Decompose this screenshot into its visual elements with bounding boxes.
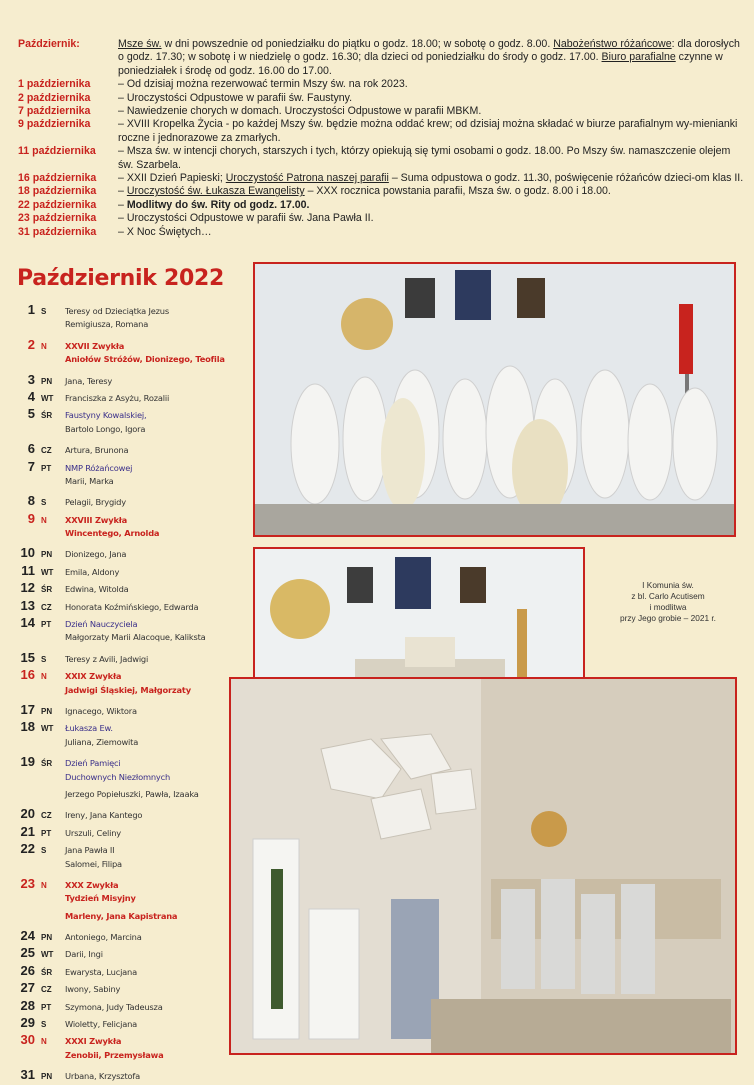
weekday-abbr: PT <box>41 463 52 473</box>
day-number: 13 <box>20 597 35 613</box>
calendar-day <box>17 702 247 719</box>
weekday-abbr: N <box>41 341 47 351</box>
day-number: 9 <box>27 510 35 526</box>
weekday-abbr: CZ <box>41 446 52 456</box>
day-number: 29 <box>20 1015 35 1031</box>
name-day: Artura, Brunona <box>65 445 129 456</box>
announcement-row <box>18 226 746 239</box>
photo-illustration <box>255 264 734 535</box>
announcement-date: 7 października <box>18 105 91 118</box>
calendar-day <box>17 545 247 562</box>
name-day: Antoniego, Marcina <box>65 932 142 943</box>
name-day: Łukasza Ew. <box>65 723 113 734</box>
day-number: 4 <box>27 388 35 404</box>
day-line-continued <box>17 476 247 493</box>
day-line-continued <box>17 859 247 876</box>
weekday-abbr: S <box>41 307 47 316</box>
day-line <box>17 650 247 667</box>
day-line <box>17 493 247 510</box>
weekday-abbr: PN <box>41 933 53 943</box>
day-line <box>17 302 247 319</box>
day-line <box>17 337 247 354</box>
text-segment: – Nawiedzenie chorych w domach. Uroczystości Odpustowe w parafii MBKM. <box>118 105 482 118</box>
day-line <box>17 667 247 684</box>
name-day: Ireny, Jana Kantego <box>65 810 143 821</box>
day-number: 2 <box>27 336 35 352</box>
caption-line: z bl. Carlo Acutisem <box>631 591 705 601</box>
day-line-continued <box>17 737 247 754</box>
day-line <box>17 580 247 597</box>
day-line <box>17 719 247 736</box>
day-line <box>17 702 247 719</box>
announcement-date: 22 października <box>18 198 97 211</box>
name-day: Franciszka z Asyżu, Rozalii <box>65 392 170 403</box>
day-number: 24 <box>20 928 35 944</box>
day-line-continued <box>17 632 247 649</box>
calendar-day <box>17 650 247 667</box>
weekday-abbr: PT <box>41 620 52 630</box>
weekday-abbr: N <box>41 672 47 682</box>
underlined-text: Biuro parafialne <box>601 51 676 64</box>
weekday-abbr: ŚR <box>41 759 53 769</box>
day-number: 23 <box>20 875 35 891</box>
day-line-continued <box>17 911 247 928</box>
liturgical-sunday: XXX Zwykła <box>65 879 119 890</box>
tomb-visit-photo <box>229 677 737 1055</box>
name-day: Emila, Aldony <box>65 566 120 577</box>
weekday-abbr: N <box>41 880 47 890</box>
calendar-day <box>17 980 247 997</box>
day-line <box>17 963 247 980</box>
calendar-day <box>17 563 247 580</box>
text-segment: – Uroczystości Odpustowe w parafii św. Jana Pawła II. <box>118 212 374 225</box>
day-line-continued <box>17 1050 247 1067</box>
announcements-section <box>18 38 746 239</box>
announcement-row <box>18 145 746 172</box>
calendar-title: Październik 2022 <box>17 266 224 291</box>
name-day: Bartolo Longo, Igora <box>65 423 146 434</box>
day-number: 5 <box>27 406 35 422</box>
day-number: 12 <box>20 580 35 596</box>
weekday-abbr: WT <box>41 567 54 577</box>
announcement-text <box>118 185 746 198</box>
day-number: 7 <box>27 458 35 474</box>
name-day: Jerzego Popiełuszki, Pawła, Izaaka <box>65 788 199 799</box>
weekday-abbr: ŚR <box>41 411 53 421</box>
weekday-abbr: S <box>41 654 47 664</box>
name-day: Darii, Ingi <box>65 949 103 960</box>
weekday-abbr: CZ <box>41 602 52 612</box>
caption-line: przy Jego grobie – 2021 r. <box>620 613 716 623</box>
announcement-text <box>118 212 746 225</box>
day-number: 16 <box>20 667 35 683</box>
text-segment: czynne w poniedziałek i środę od godz. 16.00 do 17.00. <box>118 51 723 77</box>
weekday-abbr: N <box>41 515 47 525</box>
calendar-day <box>17 1067 247 1084</box>
weekday-abbr: PN <box>41 550 53 560</box>
liturgical-sunday: XXVII Zwykła <box>65 340 125 351</box>
day-line <box>17 1015 247 1032</box>
name-day: Iwony, Sabiny <box>65 984 121 995</box>
weekday-abbr: S <box>41 846 47 856</box>
announcement-text <box>118 105 746 118</box>
text-segment: : dla dorosłych o godz. 17.30; w sobotę i w niedzielę o godz. 16.30; dla dzieci od poniedziałku do środy o godz. 17.00. <box>118 38 740 64</box>
day-line-continued <box>17 319 247 336</box>
name-day: Małgorzaty Marii Alacoque, Kaliksta <box>65 632 206 643</box>
day-number: 22 <box>20 841 35 857</box>
liturgical-sunday: XXIX Zwykła <box>65 671 122 682</box>
first-communion-group-photo <box>253 262 736 537</box>
underlined-text: Uroczystość Patrona naszej parafii <box>225 172 389 185</box>
caption-line: I Komunia św. <box>642 580 694 590</box>
announcement-row <box>18 199 746 212</box>
day-line <box>17 945 247 962</box>
calendar-day <box>17 389 247 406</box>
announcement-text <box>118 92 746 105</box>
announcement-row <box>18 212 746 225</box>
name-day: Tydzień Misyjny <box>65 893 136 904</box>
name-day: NMP Różańcowej <box>65 462 133 473</box>
name-day: Edwina, Witolda <box>65 584 129 595</box>
day-line <box>17 841 247 858</box>
announcement-row <box>18 92 746 105</box>
announcement-text <box>118 172 746 185</box>
day-line <box>17 545 247 562</box>
name-day: Teresy od Dzieciątka Jezus <box>65 306 169 316</box>
calendar-day <box>17 441 247 458</box>
calendar-day <box>17 1015 247 1032</box>
day-line <box>17 754 247 771</box>
name-day: Wioletty, Felicjana <box>65 1019 138 1030</box>
photo-illustration <box>231 679 735 1053</box>
announcement-row <box>18 172 746 185</box>
weekday-abbr: WT <box>41 724 54 734</box>
announcement-row <box>18 185 746 198</box>
name-day: Faustyny Kowalskiej, <box>65 410 147 421</box>
liturgical-sunday: XXVIII Zwykła <box>65 514 128 525</box>
announcement-date: 9 października <box>18 118 91 131</box>
day-line <box>17 441 247 458</box>
name-day: Aniołów Stróżów, Dionizego, Teofila <box>65 354 225 365</box>
text-segment: – XVIII Kropelka Życia - po każdej Mszy św. będzie można oddać krew; od dzisiaj można składać w biurze parafialnym wy-mienianki roczne i jednorazowe za zmarłych. <box>118 118 738 144</box>
day-number: 20 <box>20 806 35 822</box>
weekday-abbr: PT <box>41 828 52 838</box>
weekday-abbr: CZ <box>41 811 52 821</box>
day-number: 11 <box>21 562 35 578</box>
calendar-day <box>17 719 247 754</box>
calendar-day <box>17 928 247 945</box>
weekday-abbr: S <box>41 498 47 508</box>
name-day: Jadwigi Śląskiej, Małgorzaty <box>65 684 191 695</box>
calendar-day <box>17 302 247 337</box>
announcement-text <box>118 226 746 239</box>
name-day: Wincentego, Arnolda <box>65 528 160 539</box>
text-segment: – <box>118 198 127 211</box>
day-number: 8 <box>27 493 35 509</box>
day-number: 25 <box>20 945 35 961</box>
weekday-abbr: PN <box>41 706 53 716</box>
text-segment: – Od dzisiaj można rezerwować termin Mszy św. na rok 2023. <box>118 78 408 91</box>
weekday-abbr: PT <box>41 1002 52 1012</box>
name-day: Honorata Koźmińskiego, Edwarda <box>65 601 199 612</box>
day-line <box>17 598 247 615</box>
day-number: 30 <box>20 1032 35 1048</box>
weekday-abbr: N <box>41 1037 47 1047</box>
day-number: 17 <box>20 701 35 717</box>
day-line <box>17 1032 247 1049</box>
day-line-continued <box>17 528 247 545</box>
name-day: Marleny, Jana Kapistrana <box>65 910 178 921</box>
name-day: Szymona, Judy Tadeusza <box>65 1001 163 1012</box>
calendar-day <box>17 667 247 702</box>
announcement-row <box>18 38 746 78</box>
weekday-abbr: WT <box>41 393 54 403</box>
day-line <box>17 998 247 1015</box>
day-number: 28 <box>20 997 35 1013</box>
weekday-abbr: S <box>41 1020 47 1030</box>
day-line <box>17 459 247 476</box>
text-segment: w dni powszednie od poniedziałku do piątku o godz. 18.00; w sobotę o godz. 8.00. <box>161 38 554 50</box>
calendar-day <box>17 459 247 494</box>
day-number: 21 <box>20 823 35 839</box>
announcement-row <box>18 105 746 118</box>
name-day: Ignacego, Wiktora <box>65 705 137 716</box>
liturgical-sunday: XXXI Zwykła <box>65 1036 122 1047</box>
name-day: Juliana, Ziemowita <box>65 736 139 747</box>
day-number: 1 <box>27 302 35 317</box>
day-number: 10 <box>20 545 35 561</box>
name-day: Dionizego, Jana <box>65 549 127 560</box>
calendar-day <box>17 963 247 980</box>
calendar-day <box>17 876 247 928</box>
day-line-continued <box>17 789 247 806</box>
calendar-day <box>17 945 247 962</box>
announcement-text <box>118 78 746 91</box>
calendar-day <box>17 337 247 372</box>
day-number: 15 <box>20 649 35 665</box>
announcement-row <box>18 118 746 145</box>
day-line-continued <box>17 424 247 441</box>
underlined-text: Msze św. <box>118 38 162 50</box>
day-line <box>17 980 247 997</box>
calendar-day <box>17 372 247 389</box>
name-day: Urszuli, Celiny <box>65 827 121 838</box>
name-day: Pelagii, Brygidy <box>65 497 126 508</box>
text-segment: – X Noc Świętych… <box>118 225 212 238</box>
day-line <box>17 372 247 389</box>
text-segment: – XXII Dzień Papieski; <box>118 172 226 185</box>
name-day: Dzień Pamięci <box>65 758 121 769</box>
calendar-day <box>17 493 247 510</box>
name-day: Salomei, Filipa <box>65 858 122 869</box>
announcement-date: 11 października <box>18 145 96 158</box>
announcement-date: Październik: <box>18 38 80 50</box>
day-number: 19 <box>20 754 35 770</box>
day-line-continued <box>17 354 247 371</box>
calendar-day <box>17 1032 247 1067</box>
day-line-continued <box>17 685 247 702</box>
name-day: Marii, Marka <box>65 475 114 486</box>
name-day: Duchownych Niezłomnych <box>65 771 171 782</box>
announcement-text <box>118 145 746 172</box>
name-day: Remigiusza, Romana <box>65 319 149 330</box>
day-line <box>17 806 247 823</box>
announcement-row <box>18 78 746 91</box>
calendar-day <box>17 998 247 1015</box>
day-number: 14 <box>20 615 35 631</box>
name-day: Urbana, Krzysztofa <box>65 1071 140 1082</box>
name-day: Ewarysta, Lucjana <box>65 966 137 977</box>
day-line-continued <box>17 772 247 789</box>
day-line <box>17 511 247 528</box>
announcement-text <box>118 199 746 212</box>
text-segment: – XXX rocznica powstania parafii, Msza św. o godz. 8.00 i 18.00. <box>304 185 611 198</box>
calendar-day <box>17 824 247 841</box>
name-day: Jana, Teresy <box>65 375 113 386</box>
day-line-continued <box>17 893 247 910</box>
name-day: Dzień Nauczyciela <box>65 619 138 630</box>
announcement-date: 18 października <box>18 185 97 198</box>
text-segment: – Suma odpustowa o godz. 11.30, poświęcenie różańców dzieci-om klas II. <box>388 172 744 185</box>
photo-caption <box>600 580 736 624</box>
caption-line: i modlitwa <box>649 602 687 612</box>
calendar-day <box>17 511 247 546</box>
day-number: 3 <box>27 371 35 387</box>
announcement-date: 16 października <box>18 172 97 185</box>
underlined-text: Nabożeństwo różańcowe <box>553 38 672 50</box>
announcement-text <box>118 118 746 145</box>
calendar-day <box>17 754 247 806</box>
day-line <box>17 876 247 893</box>
underlined-text: Uroczystość św. Łukasza Ewangelisty <box>126 185 305 198</box>
text-segment: – <box>118 185 127 198</box>
day-line <box>17 1067 247 1084</box>
day-number: 18 <box>20 719 35 735</box>
weekday-abbr: CZ <box>41 985 52 995</box>
day-line <box>17 928 247 945</box>
calendar-list <box>17 302 247 1085</box>
weekday-abbr: ŚR <box>41 585 53 595</box>
text-segment: Modlitwy do św. Rity od godz. 17.00. <box>126 198 310 211</box>
announcement-date: 23 października <box>18 212 97 225</box>
text-segment: – Uroczystości Odpustowe w parafii św. Faustyny. <box>118 91 353 104</box>
day-number: 6 <box>27 441 35 457</box>
day-number: 27 <box>20 980 35 996</box>
name-day: Zenobii, Przemysława <box>65 1049 164 1060</box>
calendar-day <box>17 406 247 441</box>
day-line <box>17 389 247 406</box>
calendar-day <box>17 615 247 650</box>
calendar-day <box>17 580 247 597</box>
day-number: 31 <box>20 1067 35 1083</box>
text-segment: – Msza św. w intencji chorych, starszych i tych, którzy opiekują się tymi osobami o godz. 18.00. Po Mszy św. namaszczenie olejem św. Szarbela. <box>118 145 731 171</box>
weekday-abbr: PN <box>41 376 53 386</box>
name-day: Teresy z Avili, Jadwigi <box>65 653 149 664</box>
announcement-date: 1 października <box>18 78 91 91</box>
name-day: Jana Pawła II <box>65 845 115 856</box>
announcement-text <box>118 38 746 78</box>
day-line <box>17 615 247 632</box>
announcement-date: 31 października <box>18 225 97 238</box>
calendar-day <box>17 806 247 823</box>
day-number: 26 <box>20 962 35 978</box>
day-line <box>17 563 247 580</box>
weekday-abbr: ŚR <box>41 967 53 977</box>
day-line <box>17 406 247 423</box>
calendar-day <box>17 841 247 876</box>
calendar-day <box>17 598 247 615</box>
weekday-abbr: PN <box>41 1072 53 1082</box>
announcement-date: 2 października <box>18 91 91 104</box>
day-line <box>17 824 247 841</box>
weekday-abbr: WT <box>41 950 54 960</box>
